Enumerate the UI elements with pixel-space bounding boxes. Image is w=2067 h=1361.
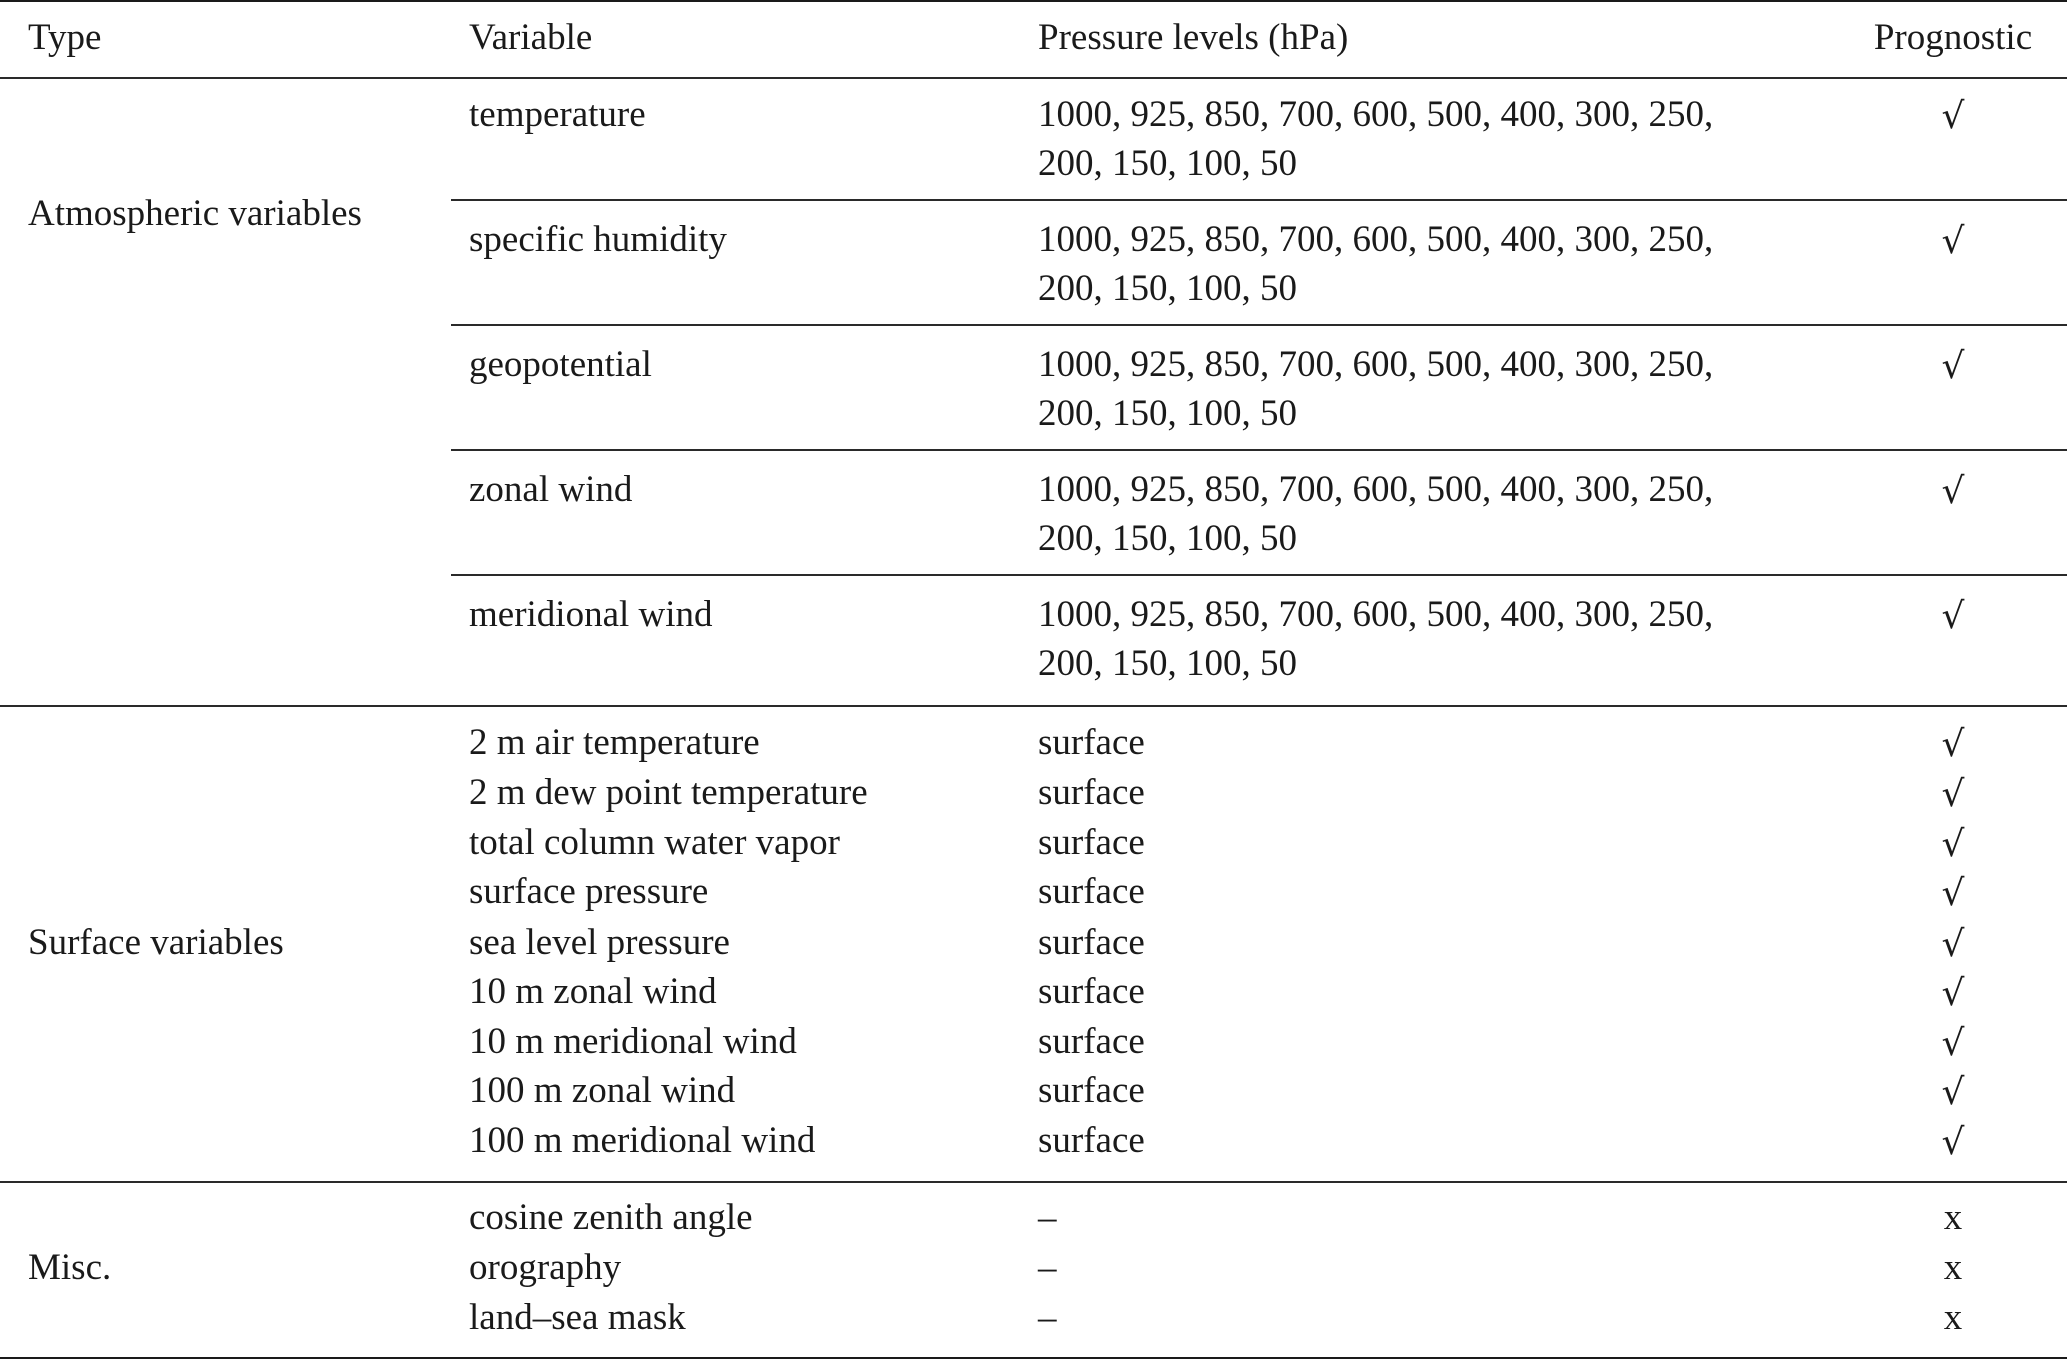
group-separator	[0, 1181, 2067, 1183]
levels-cell-cont: 200, 150, 100, 50	[1038, 268, 1297, 309]
variable-cell: 10 m zonal wind	[469, 971, 717, 1012]
levels-cell-cont: 200, 150, 100, 50	[1038, 143, 1297, 184]
levels-cell: –	[1038, 1297, 1057, 1338]
check-icon: √	[1941, 471, 1965, 512]
check-icon: √	[1941, 596, 1965, 637]
variable-cell: surface pressure	[469, 871, 709, 912]
levels-cell: surface	[1038, 822, 1145, 863]
header-prognostic: Prognostic	[1873, 17, 2033, 58]
levels-cell: surface	[1038, 871, 1145, 912]
bottom-rule	[0, 1357, 2067, 1359]
check-icon: √	[1941, 221, 1965, 262]
check-icon: √	[1941, 1072, 1965, 1113]
check-icon: √	[1941, 924, 1965, 965]
levels-cell: –	[1038, 1247, 1057, 1288]
group-label: Misc.	[28, 1247, 112, 1288]
header-pressure-levels: Pressure levels (hPa)	[1038, 17, 1349, 58]
header-variable: Variable	[469, 17, 593, 58]
header-type: Type	[28, 17, 102, 58]
levels-cell: 1000, 925, 850, 700, 600, 500, 400, 300, 250,	[1038, 344, 1714, 385]
levels-cell-cont: 200, 150, 100, 50	[1038, 518, 1297, 559]
check-icon: √	[1941, 346, 1965, 387]
variable-cell: zonal wind	[469, 469, 633, 510]
check-icon: √	[1941, 96, 1965, 137]
levels-cell: surface	[1038, 971, 1145, 1012]
cross-icon: x	[1943, 1247, 1963, 1288]
group-label: Atmospheric variables	[28, 193, 362, 234]
levels-cell: surface	[1038, 922, 1145, 963]
levels-cell: 1000, 925, 850, 700, 600, 500, 400, 300, 250,	[1038, 594, 1714, 635]
levels-cell: 1000, 925, 850, 700, 600, 500, 400, 300, 250,	[1038, 469, 1714, 510]
group-separator	[0, 705, 2067, 707]
variable-cell: total column water vapor	[469, 822, 840, 863]
cross-icon: x	[1943, 1297, 1963, 1338]
variable-cell: 100 m meridional wind	[469, 1120, 816, 1161]
variable-cell: cosine zenith angle	[469, 1197, 753, 1238]
variable-cell: 100 m zonal wind	[469, 1070, 736, 1111]
variable-cell: temperature	[469, 94, 646, 135]
levels-cell: 1000, 925, 850, 700, 600, 500, 400, 300, 250,	[1038, 94, 1714, 135]
row-separator	[451, 449, 2067, 451]
variable-cell: 2 m dew point temperature	[469, 772, 868, 813]
row-separator	[451, 574, 2067, 576]
group-label: Surface variables	[28, 922, 284, 963]
header-rule	[0, 77, 2067, 79]
row-separator	[451, 324, 2067, 326]
levels-cell-cont: 200, 150, 100, 50	[1038, 643, 1297, 684]
variable-cell: 2 m air temperature	[469, 722, 760, 763]
variable-cell: sea level pressure	[469, 922, 730, 963]
levels-cell: –	[1038, 1197, 1057, 1238]
levels-cell: surface	[1038, 1021, 1145, 1062]
variable-cell: geopotential	[469, 344, 652, 385]
check-icon: √	[1941, 1023, 1965, 1064]
check-icon: √	[1941, 973, 1965, 1014]
levels-cell: surface	[1038, 722, 1145, 763]
check-icon: √	[1941, 824, 1965, 865]
levels-cell: surface	[1038, 1070, 1145, 1111]
check-icon: √	[1941, 873, 1965, 914]
cross-icon: x	[1943, 1197, 1963, 1238]
variable-cell: specific humidity	[469, 219, 727, 260]
row-separator	[451, 199, 2067, 201]
check-icon: √	[1941, 774, 1965, 815]
check-icon: √	[1941, 1122, 1965, 1163]
variable-cell: land–sea mask	[469, 1297, 686, 1338]
variable-cell: orography	[469, 1247, 622, 1288]
variable-cell: meridional wind	[469, 594, 713, 635]
variable-cell: 10 m meridional wind	[469, 1021, 797, 1062]
top-rule	[0, 0, 2067, 2]
levels-cell: surface	[1038, 772, 1145, 813]
check-icon: √	[1941, 724, 1965, 765]
levels-cell: surface	[1038, 1120, 1145, 1161]
levels-cell-cont: 200, 150, 100, 50	[1038, 393, 1297, 434]
levels-cell: 1000, 925, 850, 700, 600, 500, 400, 300, 250,	[1038, 219, 1714, 260]
